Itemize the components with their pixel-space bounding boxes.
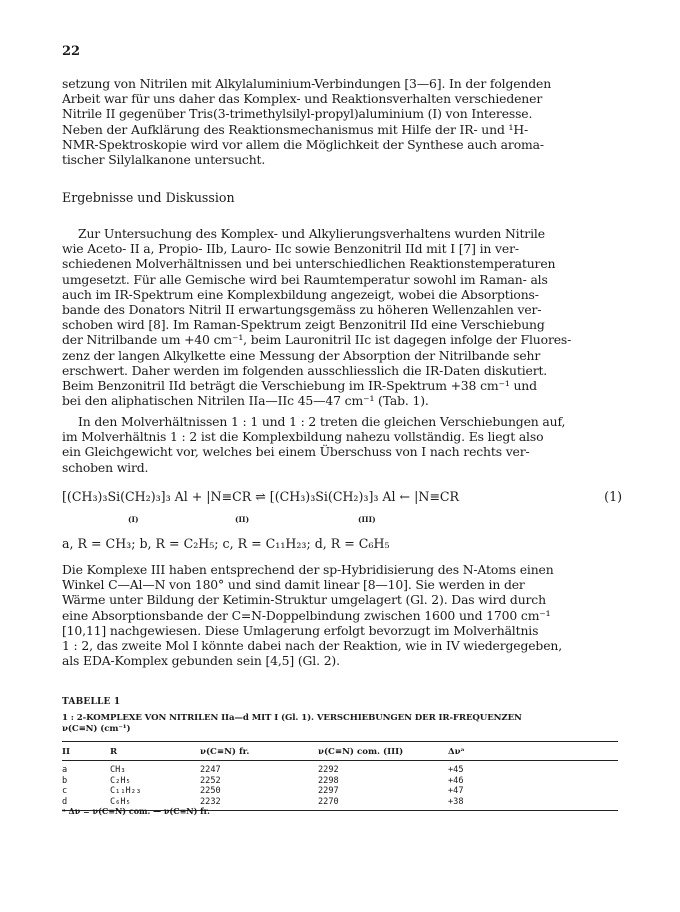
paragraph-mole-ratio	[62, 414, 614, 475]
text-line: schoben wird [8]. Im Raman-Spektrum zeigt Benzonitril IId eine Verschiebung	[62, 317, 545, 333]
table-title: TABELLE 1	[62, 697, 121, 707]
table-cell: +38	[448, 797, 618, 811]
table-cell: c	[62, 786, 68, 797]
text-line: umgesetzt. Für alle Gemische wird bei Raumtemperatur sowohl im Raman- als	[62, 271, 548, 287]
table-cell: C₂H₅	[110, 775, 131, 786]
table-header-row	[62, 742, 618, 761]
text-line: schiedenen Molverhältnissen und bei unterschiedlichen Reaktionstemperaturen	[62, 256, 556, 272]
intro-paragraph	[62, 76, 614, 167]
table-caption	[62, 713, 622, 735]
table-cell: C₁₁H₂₃	[110, 786, 142, 797]
text-line: der Nitrilbande um +40 cm⁻¹, beim Lauronitril IIc ist dagegen infolge der Fluores-	[62, 332, 572, 348]
text-line: [10,11] nachgewiesen. Diese Umlagerung erfolgt bevorzugt im Molverhältnis	[62, 622, 539, 638]
text-line: bei den aliphatischen Nitrilen IIa—IIc 45—47 cm⁻¹ (Tab. 1).	[62, 393, 429, 409]
table-cell: b	[62, 775, 68, 786]
equation-compound-labels	[0, 515, 680, 527]
table-cell: C₆H₅	[110, 797, 200, 811]
text-line: zenz der langen Alkylkette eine Messung der Absorption der Nitrilbande sehr	[62, 347, 541, 363]
text-line: Wärme unter Bildung der Ketimin-Struktur umgelagert (Gl. 2). Das wird durch	[62, 592, 546, 608]
table-cell: 2252	[200, 775, 221, 786]
text-line: In den Molverhältnissen 1 : 1 und 1 : 2 treten die gleichen Verschiebungen auf,	[78, 414, 566, 429]
text-line: NMR-Spektroskopie wird vor allem die Möglichkeit der Synthese auch aroma-	[62, 136, 544, 152]
header-compound: II	[62, 742, 110, 761]
ir-frequency-table	[62, 741, 618, 811]
table-footnote: ᵃ Δν = ν(C≡N) com. — ν(C≡N) fr.	[62, 806, 210, 816]
table-row	[62, 776, 618, 787]
table-cell: 2292	[318, 765, 339, 775]
text-line: Neben der Aufklärung des Reaktionsmechanismus mit Hilfe der IR- und ¹H-	[62, 121, 529, 137]
table-cell: d	[62, 797, 110, 811]
table-cell: 2247	[200, 765, 221, 775]
substituent-definitions: a, R = CH₃; b, R = C₂H₅; c, R = C₁₁H₂₃; d, R = C₆H₅	[62, 536, 390, 551]
section-heading: Ergebnisse und Diskussion	[62, 190, 235, 205]
text-line: erschwert. Daher werden im folgenden ausschliesslich die IR-Daten diskutiert.	[62, 362, 548, 378]
table-cell: 2297	[318, 786, 339, 797]
text-line: wie Aceto- II a, Propio- IIb, Lauro- IIc sowie Benzonitril IId mit I [7] in ver-	[62, 241, 519, 257]
text-line: ein Gleichgewicht vor, welches bei einem Überschuss von I nach rechts ver-	[62, 444, 530, 460]
text-line: als EDA-Komplex gebunden sein [4,5] (Gl. 2).	[62, 653, 340, 669]
compound-label-iii: (III)	[358, 515, 376, 524]
table-cell: 2250	[200, 786, 221, 797]
text-line: bande des Donators Nitril II erwartungsgemäss zu höheren Wellenzahlen ver-	[62, 302, 542, 318]
table-cell: CH₃	[110, 765, 126, 775]
table-row	[62, 786, 618, 797]
text-line: im Molverhältnis 1 : 2 ist die Komplexbildung nahezu vollständig. Es liegt also	[62, 429, 544, 445]
text-line: eine Absorptionsbande der C=N-Doppelbindung zwischen 1600 und 1700 cm⁻¹	[62, 607, 551, 623]
table-cell: +45	[448, 765, 464, 775]
text-line: Nitrile II gegenüber Tris(3-trimethylsilyl-propyl)aluminium (I) von Interesse.	[62, 106, 533, 122]
equation-text: [(CH₃)₃Si(CH₂)₃]₃ Al + |N≡CR ⇌ [(CH₃)₃Si(CH₂)₃]₃ Al ← |N≡CR	[62, 489, 460, 504]
text-line: schoben wird.	[62, 459, 149, 475]
header-delta: Δνᵃ	[448, 742, 618, 761]
equation-number: (1)	[604, 489, 622, 504]
table-cell: +46	[448, 775, 464, 786]
table-cell: 2232	[200, 797, 318, 811]
equation-1	[62, 489, 622, 504]
text-line: Beim Benzonitril IId beträgt die Verschiebung im IR-Spektrum +38 cm⁻¹ und	[62, 378, 537, 394]
caption-line: ν(C≡N) (cm⁻¹)	[62, 724, 131, 734]
caption-line: 1 : 2-KOMPLEXE VON NITRILEN IIa—d MIT I (Gl. 1). VERSCHIEBUNGEN DER IR-FREQUENZEN	[62, 713, 522, 723]
table-cell: +47	[448, 786, 464, 797]
header-freq-complex: ν(C≡N) com. (III)	[318, 742, 448, 761]
text-line: Arbeit war für uns daher das Komplex- und Reaktionsverhalten verschiedener	[62, 91, 543, 107]
paragraph-complex-formation	[62, 226, 614, 408]
page-number: 22	[62, 44, 81, 59]
header-r: R	[110, 742, 200, 761]
text-line: tischer Silylalkanone untersucht.	[62, 152, 266, 168]
table-cell: 2298	[318, 775, 339, 786]
text-line: auch im IR-Spektrum eine Komplexbildung angezeigt, wobei die Absorptions-	[62, 286, 539, 302]
header-freq-free: ν(C≡N) fr.	[200, 742, 318, 761]
table-cell: 2270	[318, 797, 448, 811]
compound-label-ii: (II)	[235, 515, 250, 524]
text-line: Die Komplexe III haben entsprechend der sp-Hybridisierung des N-Atoms einen	[62, 562, 554, 577]
text-line: 1 : 2, das zweite Mol I könnte dabei nach der Reaktion, wie in IV wiedergegeben,	[62, 638, 563, 654]
text-line: Zur Untersuchung des Komplex- und Alkylierungsverhaltens wurden Nitrile	[78, 226, 545, 241]
text-line: Winkel C—Al—N von 180° und sind damit linear [8—10]. Sie werden in der	[62, 577, 525, 593]
table-cell: a	[62, 765, 68, 775]
paragraph-rearrangement	[62, 562, 614, 668]
table-row	[62, 761, 618, 776]
text-line: setzung von Nitrilen mit Alkylaluminium-Verbindungen [3—6]. In der folgenden	[62, 76, 552, 91]
compound-label-i: (I)	[128, 515, 139, 524]
